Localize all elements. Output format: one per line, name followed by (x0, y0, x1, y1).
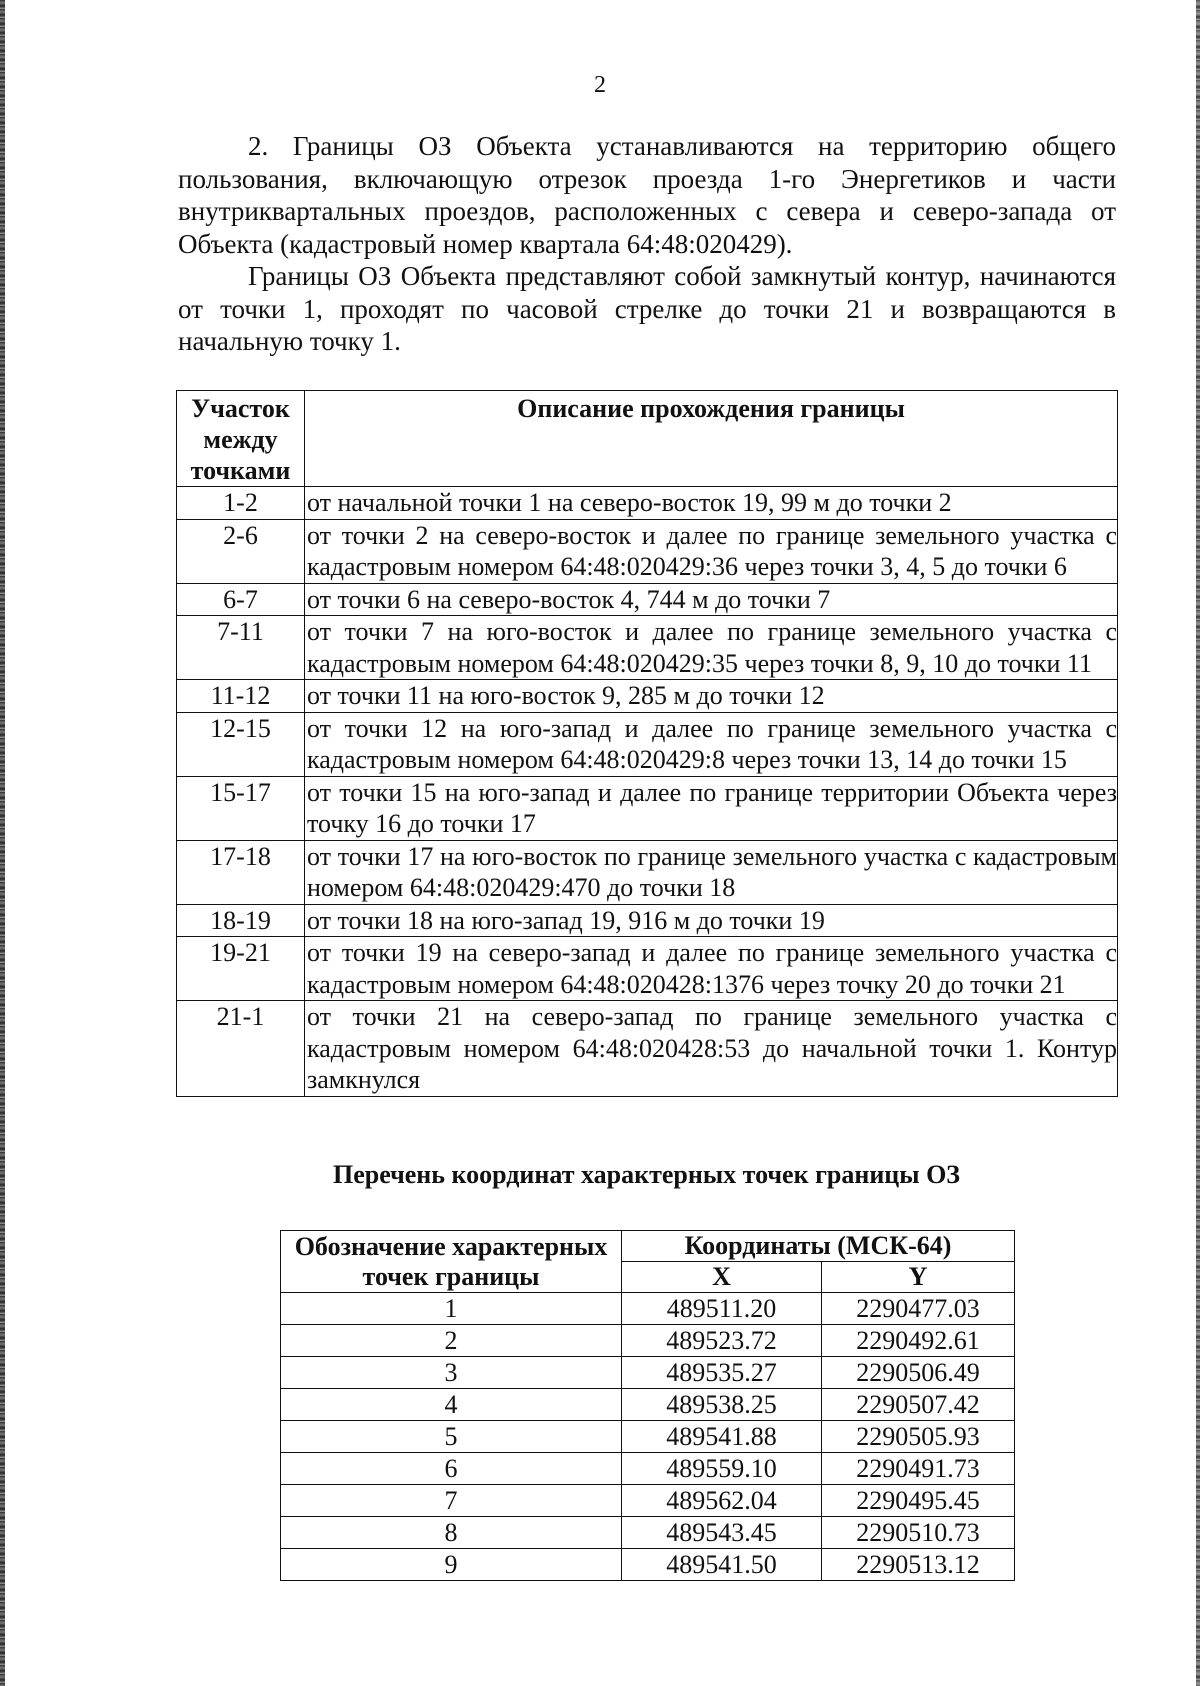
y-coordinate-cell: 2290495.45 (822, 1485, 1015, 1517)
coords-header-row-1 (281, 1231, 1015, 1262)
description-cell: от точки 11 на юго-восток 9, 285 м до точки 12 (305, 680, 1118, 713)
coordinates-header: Координаты (МСК-64) (622, 1231, 1015, 1262)
description-cell: от точки 7 на юго-восток и далее по границе земельного участка с кадастровым номером 64:48:020429:35 через точки 8, 9, 10 до точки 11 (305, 616, 1118, 680)
description-cell: от точки 2 на северо-восток и далее по границе земельного участка с кадастровым номером 64:48:020429:36 через точки 3, 4, 5 до точки 6 (305, 519, 1118, 583)
y-coordinate-cell: 2290510.73 (822, 1517, 1015, 1549)
x-coordinate-cell: 489559.10 (622, 1453, 822, 1485)
coordinates-table (280, 1230, 1015, 1581)
x-coordinate-cell: 489538.25 (622, 1389, 822, 1421)
table-row (281, 1389, 1015, 1421)
point-number-cell: 2 (281, 1325, 622, 1357)
point-number-cell: 6 (281, 1453, 622, 1485)
scan-edge-left (0, 0, 5, 1686)
table-row (177, 1001, 1118, 1097)
table-row (177, 680, 1118, 713)
description-cell: от точки 19 на северо-запад и далее по границе земельного участка с кадастровым номером 64:48:020428:1376 через точку 20 до точки 21 (305, 937, 1118, 1001)
boundary-table-header-row (177, 391, 1118, 487)
segment-cell: 2-6 (177, 519, 305, 583)
segment-cell: 19-21 (177, 937, 305, 1001)
description-cell: от точки 12 на юго-запад и далее по границе земельного участка с кадастровым номером 64:48:020429:8 через точки 13, 14 до точки 15 (305, 712, 1118, 776)
y-coordinate-cell: 2290491.73 (822, 1453, 1015, 1485)
point-number-cell: 1 (281, 1293, 622, 1325)
point-number-cell: 3 (281, 1357, 622, 1389)
table-row (177, 583, 1118, 616)
table-row (177, 616, 1118, 680)
segment-cell: 11-12 (177, 680, 305, 713)
table-row (281, 1357, 1015, 1389)
table-row (281, 1325, 1015, 1357)
point-header-line-1: Обозначение характерных (294, 1231, 608, 1261)
x-coordinate-cell: 489535.27 (622, 1357, 822, 1389)
description-cell: от точки 6 на северо-восток 4, 744 м до точки 7 (305, 583, 1118, 616)
point-designation-header (281, 1231, 622, 1293)
table-row (177, 937, 1118, 1001)
y-coordinate-cell: 2290505.93 (822, 1421, 1015, 1453)
description-cell: от точки 21 на северо-запад по границе земельного участка с кадастровым номером 64:48:020428:53 до начальной точки 1. Контур замкнулся (305, 1001, 1118, 1097)
description-cell: от точки 17 на юго-восток по границе земельного участка с кадастровым номером 64:48:020429:470 до точки 18 (305, 840, 1118, 904)
segment-cell: 15-17 (177, 776, 305, 840)
intro-paragraph-2: Границы ОЗ Объекта представляют собой замкнутый контур, начинаются от точки 1, проходят по часовой стрелке до точки 21 и возвращаются в начальную точку 1. (178, 261, 1116, 356)
x-coordinate-cell: 489562.04 (622, 1485, 822, 1517)
description-column-header: Описание прохождения границы (305, 391, 1118, 487)
x-coordinate-cell: 489541.88 (622, 1421, 822, 1453)
table-row (281, 1549, 1015, 1581)
segment-column-header (177, 391, 305, 487)
y-coordinate-cell: 2290507.42 (822, 1389, 1015, 1421)
description-cell: от точки 15 на юго-запад и далее по границе территории Объекта через точку 16 до точки 17 (305, 776, 1118, 840)
table-row (281, 1517, 1015, 1549)
table-row (281, 1485, 1015, 1517)
segment-cell: 12-15 (177, 712, 305, 776)
y-column-header: Y (822, 1262, 1015, 1293)
x-coordinate-cell: 489543.45 (622, 1517, 822, 1549)
segment-cell: 7-11 (177, 616, 305, 680)
coordinates-section-title: Перечень координат характерных точек границы ОЗ (332, 1160, 961, 1189)
segment-header-line-3: точками (190, 456, 291, 485)
segment-cell: 6-7 (177, 583, 305, 616)
segment-cell: 21-1 (177, 1001, 305, 1097)
point-number-cell: 5 (281, 1421, 622, 1453)
description-cell: от начальной точки 1 на северо-восток 19, 99 м до точки 2 (305, 487, 1118, 520)
table-row (281, 1453, 1015, 1485)
boundary-description-table (176, 390, 1118, 1097)
point-number-cell: 4 (281, 1389, 622, 1421)
table-row (177, 776, 1118, 840)
x-coordinate-cell: 489511.20 (622, 1293, 822, 1325)
description-cell: от точки 18 на юго-запад 19, 916 м до точки 19 (305, 904, 1118, 937)
y-coordinate-cell: 2290506.49 (822, 1357, 1015, 1389)
table-row (281, 1421, 1015, 1453)
intro-paragraph-1: 2. Границы ОЗ Объекта устанавливаются на территорию общего пользования, включающую отрезок проезда 1-го Энергетиков и части внутриквартальных проездов, расположенных с севера и северо-запада от Объекта (кадастровый номер квартала 64:48:020429). (178, 131, 1116, 259)
table-row (177, 712, 1118, 776)
table-row (177, 519, 1118, 583)
y-coordinate-cell: 2290477.03 (822, 1293, 1015, 1325)
segment-cell: 17-18 (177, 840, 305, 904)
y-coordinate-cell: 2290513.12 (822, 1549, 1015, 1581)
segment-cell: 18-19 (177, 904, 305, 937)
scan-edge-right (1196, 0, 1200, 1686)
page-number: 2 (594, 72, 606, 98)
point-header-line-2: точек границы (362, 1261, 540, 1291)
point-number-cell: 7 (281, 1485, 622, 1517)
x-column-header: X (622, 1262, 822, 1293)
segment-header-line-2: между (203, 425, 278, 454)
x-coordinate-cell: 489523.72 (622, 1325, 822, 1357)
x-coordinate-cell: 489541.50 (622, 1549, 822, 1581)
y-coordinate-cell: 2290492.61 (822, 1325, 1015, 1357)
table-row (281, 1293, 1015, 1325)
point-number-cell: 8 (281, 1517, 622, 1549)
segment-cell: 1-2 (177, 487, 305, 520)
table-row (177, 487, 1118, 520)
segment-header-line-1: Участок (191, 394, 290, 423)
table-row (177, 904, 1118, 937)
point-number-cell: 9 (281, 1549, 622, 1581)
table-row (177, 840, 1118, 904)
